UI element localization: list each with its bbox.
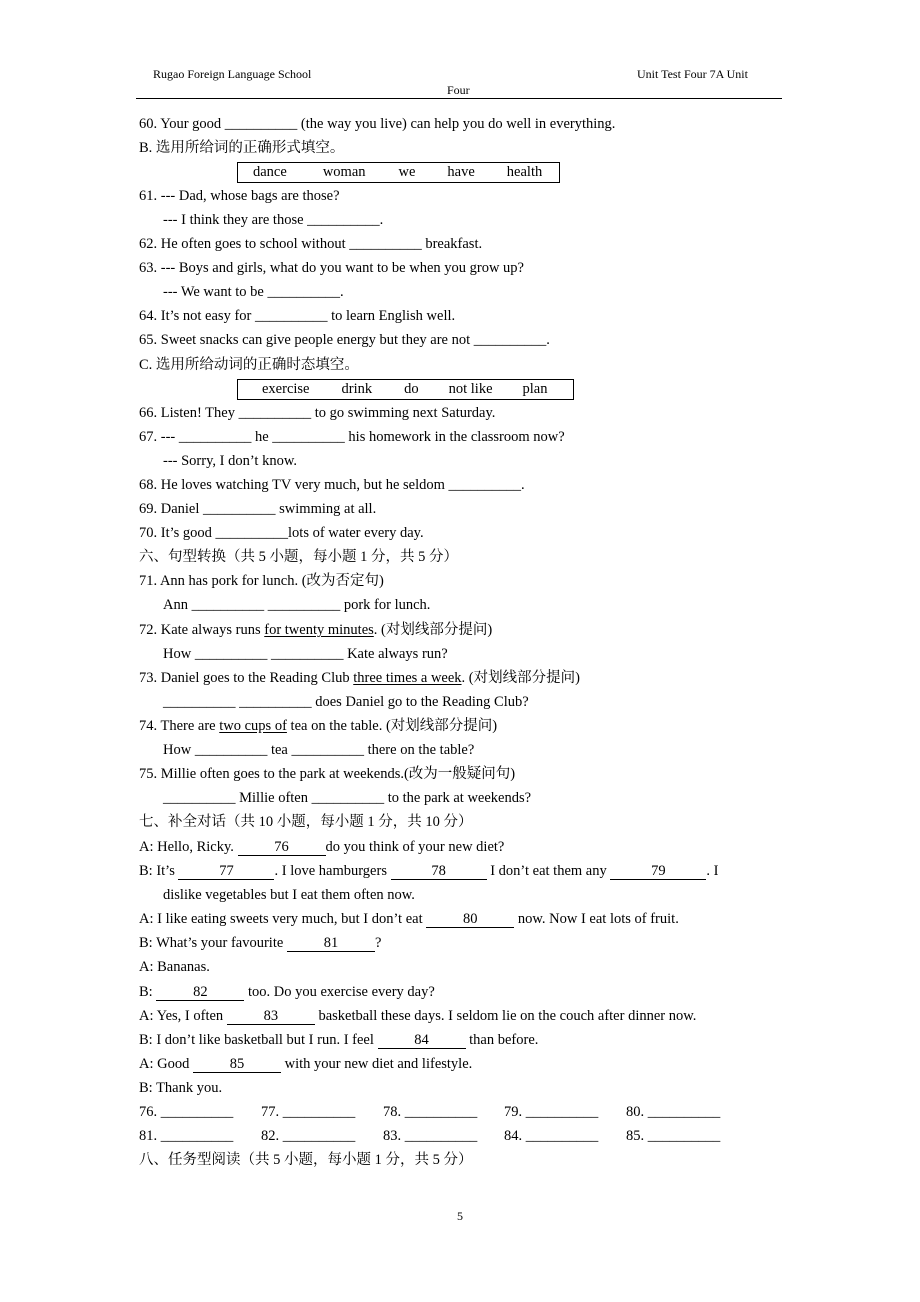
answer-grid-cell: 80. __________ [626,1104,721,1120]
section-6-title: 六、句型转换（共 5 小题，每小题 1 分，共 5 分） [139,549,458,565]
dialogue-text: . I love hamburgers [274,863,391,879]
question-65: 65. Sweet snacks can give people energy but they are not __________. [139,332,550,348]
word-box-item: plan [522,381,548,397]
answer-blank-84: 84 [378,1033,466,1049]
part-c-title: C. 选用所给动词的正确时态填空。 [139,357,359,373]
dialogue-text: with your new diet and lifestyle. [280,1056,473,1072]
question-63: 63. --- Boys and girls, what do you want to be when you grow up? [139,260,524,276]
answer-blank-78: 78 [391,864,487,880]
part-b-title: B. 选用所给词的正确形式填空。 [139,140,345,156]
answer-grid-cell: 82. __________ [261,1128,356,1144]
word-box-item: drink [341,381,373,397]
question-75-answer: __________ Millie often __________ to the park at weekends? [163,790,532,806]
dialogue-line-2 [139,863,718,880]
dialogue-line-10: B: Thank you. [139,1080,223,1096]
dialogue-text: ? [374,935,382,951]
word-box-item: we [398,164,416,180]
question-text: 73. Daniel goes to the Reading Club [139,670,354,686]
answer-blank-81: 81 [287,936,375,952]
question-73-answer: __________ __________ does Daniel go to the Reading Club? [163,694,529,710]
answer-grid-cell: 84. __________ [504,1128,599,1144]
question-75: 75. Millie often goes to the park at weekends.(改为一般疑问句) [139,766,516,782]
answer-grid-cell: 79. __________ [504,1104,599,1120]
dialogue-text: B: It’s [139,863,179,879]
question-72 [139,622,492,639]
question-74-answer: How __________ tea __________ there on the table? [163,742,475,758]
question-60: 60. Your good __________ (the way you live) can help you do well in everything. [139,116,616,132]
header-test-title-continued: Four [447,83,470,97]
answer-blank-80: 80 [426,912,514,928]
answer-grid-cell: 81. __________ [139,1128,234,1144]
dialogue-text: than before. [465,1032,539,1048]
question-73 [139,670,580,687]
dialogue-text: basketball these days. I seldom lie on the couch after dinner now. [314,1008,697,1024]
word-box-item: exercise [262,381,310,397]
dialogue-text: B: What’s your favourite [139,935,287,951]
dialogue-text: A: Hello, Ricky. [139,839,238,855]
header-test-title: Unit Test Four 7A Unit [637,67,748,81]
answer-blank-83: 83 [227,1009,315,1025]
dialogue-text: A: I like eating sweets very much, but I don’t eat [139,911,427,927]
underlined-phrase: three times a week [353,670,462,686]
answer-grid-cell: 77. __________ [261,1104,356,1120]
question-text: tea on the table. (对划线部分提问) [286,718,498,734]
dialogue-text: too. Do you exercise every day? [244,984,435,1000]
word-box-item: have [447,164,475,180]
part-b-word-box [237,162,560,183]
question-text: 74. There are [139,718,220,734]
dialogue-text: I don’t eat them any [486,863,611,879]
page-number: 5 [457,1209,463,1223]
answer-blank-77: 77 [178,864,274,880]
question-66: 66. Listen! They __________ to go swimming next Saturday. [139,405,496,421]
section-8-title: 八、任务型阅读（共 5 小题，每小题 1 分，共 5 分） [139,1152,473,1168]
header-school: Rugao Foreign Language School [153,67,312,81]
question-67: 67. --- __________ he __________ his homework in the classroom now? [139,429,565,445]
answer-blank-79: 79 [610,864,706,880]
dialogue-line-3 [139,911,679,928]
header-divider [136,98,782,99]
dialogue-line-8 [139,1032,538,1049]
dialogue-line-5: A: Bananas. [139,959,210,975]
dialogue-line-2-continued: dislike vegetables but I eat them often now. [163,887,415,903]
question-63-answer: --- We want to be __________. [163,284,344,300]
answer-blank-82: 82 [156,985,244,1001]
answer-blank-76: 76 [238,840,326,856]
part-c-word-box [237,379,574,400]
answer-grid-cell: 85. __________ [626,1128,721,1144]
dialogue-line-9 [139,1056,472,1073]
dialogue-text: do you think of your new diet? [325,839,505,855]
question-text: . (对划线部分提问) [373,622,493,638]
dialogue-text: B: I don’t like basketball but I run. I feel [139,1032,378,1048]
word-box-item: woman [322,164,366,180]
dialogue-text: now. Now I eat lots of fruit. [514,911,679,927]
dialogue-line-4 [139,935,381,952]
word-box-item: dance [253,164,287,180]
word-box-item: not like [448,381,493,397]
question-71-answer: Ann __________ __________ pork for lunch. [163,597,431,613]
dialogue-line-1 [139,839,504,856]
question-68: 68. He loves watching TV very much, but he seldom __________. [139,477,525,493]
question-72-answer: How __________ __________ Kate always run? [163,646,448,662]
dialogue-text: A: Yes, I often [139,1008,227,1024]
section-7-title: 七、补全对话（共 10 小题，每小题 1 分，共 10 分） [139,814,473,830]
question-67-reply: --- Sorry, I don’t know. [163,453,297,469]
answer-grid-cell: 83. __________ [383,1128,478,1144]
dialogue-line-7 [139,1008,696,1025]
answer-blank-85: 85 [193,1057,281,1073]
question-62: 62. He often goes to school without __________ breakfast. [139,236,483,252]
dialogue-text: B: [139,984,157,1000]
question-61: 61. --- Dad, whose bags are those? [139,188,340,204]
dialogue-text: . I [706,863,719,879]
dialogue-line-6 [139,984,435,1001]
question-71: 71. Ann has pork for lunch. (改为否定句) [139,573,384,589]
question-64: 64. It’s not easy for __________ to learn English well. [139,308,456,324]
question-text: . (对划线部分提问) [461,670,580,686]
word-box-item: health [506,164,543,180]
dialogue-text: A: Good [139,1056,193,1072]
question-74 [139,718,497,735]
question-61-answer: --- I think they are those __________. [163,212,384,228]
question-69: 69. Daniel __________ swimming at all. [139,501,377,517]
underlined-phrase: two cups of [219,718,287,734]
answer-grid-cell: 78. __________ [383,1104,478,1120]
question-text: 72. Kate always runs [139,622,265,638]
answer-grid-cell: 76. __________ [139,1104,234,1120]
word-box-item: do [404,381,419,397]
question-70: 70. It’s good __________lots of water every day. [139,525,424,541]
underlined-phrase: for twenty minutes [264,622,374,638]
